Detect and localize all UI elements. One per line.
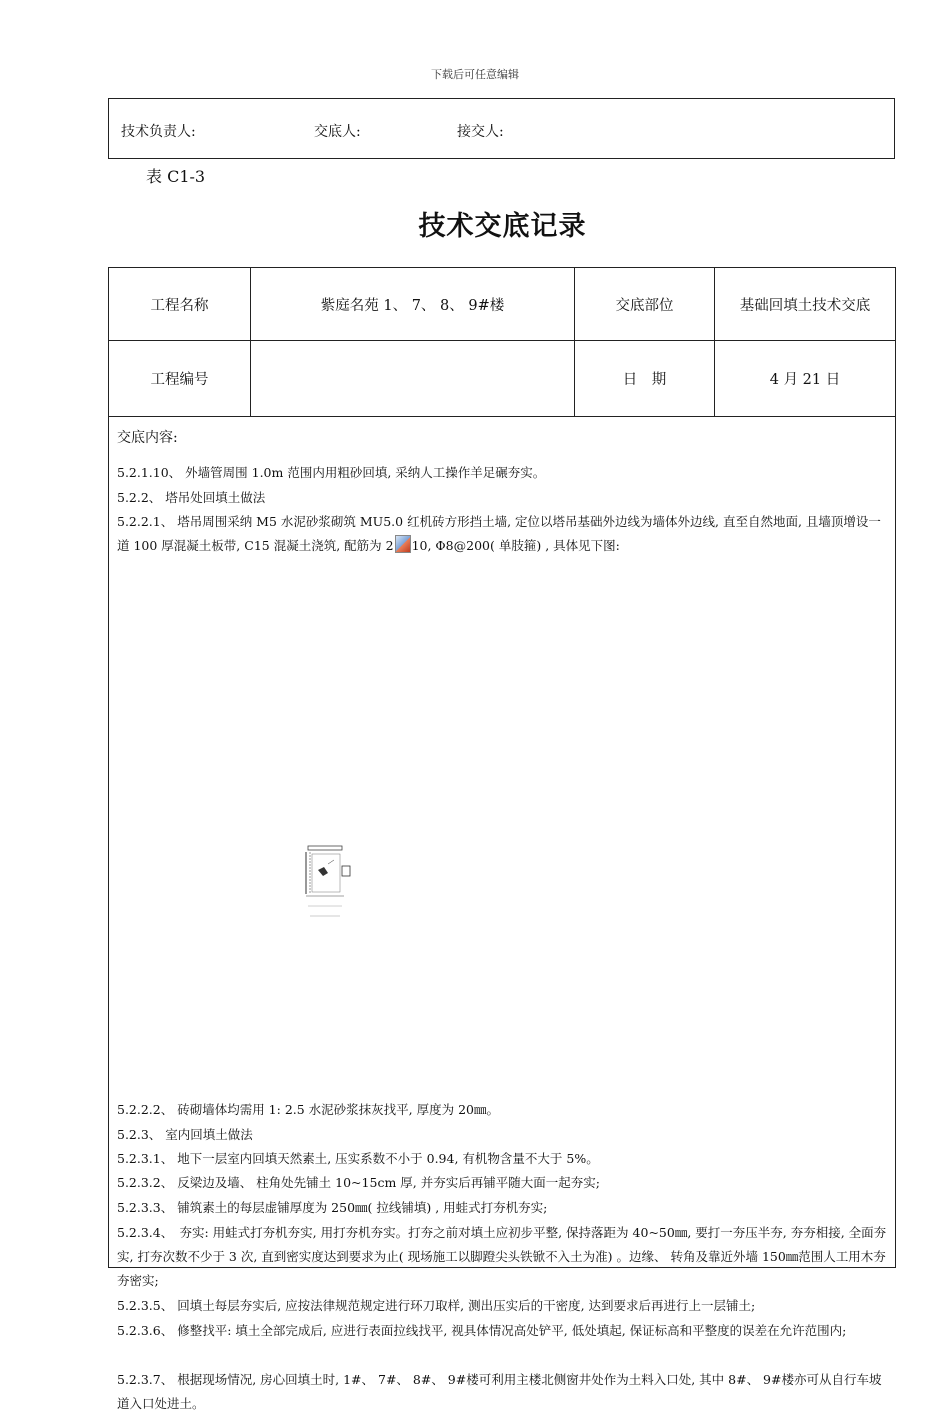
paragraph: 5.2.2、 塔吊处回填土做法 [117, 490, 266, 505]
paragraph: 5.2.3.4、 夯实: 用蛙式打夯机夯实, 用打夯机夯实。打夯之前对填土应初步平整, 保持落距为 40~50㎜, 要打一夯压半夯, 夯夯相接, 全面夯实, 打夯次数不少于 3 次, 直到密实度达到要求为止( 现场施工以脚蹬尖头铁锨不入土为准) 。边缘、 转角及靠近外墙 150㎜范围人工用木夯夯密实; [117, 1225, 887, 1288]
disclosure-part-label: 交底部位 [615, 297, 674, 314]
disclosure-part-value: 基础回填土技术交底 [739, 297, 871, 314]
project-name-label: 工程名称 [150, 297, 209, 314]
broken-image-icon [395, 535, 411, 553]
paragraph: 5.2.3.6、 修整找平: 填土全部完成后, 应进行表面拉线找平, 视具体情况高处铲平, 低处填起, 保证标高和平整度的误差在允许范围内; [117, 1323, 847, 1338]
date-label: 日 期 [622, 372, 667, 388]
project-name-value: 紫庭名苑 1、 7、 8、 9#楼 [320, 297, 505, 314]
paragraph: 5.2.3.3、 铺筑素土的每层虚铺厚度为 250㎜( 拉线铺填) , 用蛙式打夯机夯实; [117, 1200, 548, 1215]
paragraph: 5.2.2.2、 砖砌墙体均需用 1: 2.5 水泥砂浆抹灰找平, 厚度为 20㎜。 [117, 1102, 499, 1117]
tower-crane-wall-drawing [304, 844, 358, 920]
paragraph: 5.2.2.1、 塔吊周围采纳 M5 水泥砂浆砌筑 MU5.0 红机砖方形挡土墙, 定位以塔吊基础外边线为墙体外边线, 直至自然地面, 且墙顶增设一道 100 厚混凝土板带, C15 混凝土浇筑, 配筋为 2 10, Φ8@200( 单肢箍) , 具体见下图: [117, 514, 881, 553]
disclosure-table [108, 267, 896, 1411]
paragraph: 5.2.3、 室内回填土做法 [117, 1127, 253, 1142]
paragraph: 5.2.3.2、 反梁边及墙、 柱角处先铺土 10~15cm 厚, 并夯实后再铺平随大面一起夯实; [117, 1175, 600, 1190]
document-title: 技术交底记录 [418, 211, 587, 242]
date-value: 4 月 21 日 [769, 372, 841, 388]
signature-box [108, 98, 895, 159]
receiver-label: 接交人: [457, 124, 504, 140]
content-heading: 交底内容: [117, 430, 178, 446]
tech-lead-label: 技术负责人: [121, 124, 196, 140]
form-number: 表 C1-3 [146, 167, 206, 186]
paragraph: 5.2.3.5、 回填土每层夯实后, 应按法律规范规定进行环刀取样, 测出压实后的干密度, 达到要求后再进行上一层铺土; [117, 1298, 756, 1313]
paragraph: 5.2.3.1、 地下一层室内回填天然素土, 压实系数不小于 0.94, 有机物含量不大于 5%。 [117, 1151, 599, 1166]
paragraph: 5.2.1.10、 外墙管周围 1.0m 范围内用粗砂回填, 采纳人工操作羊足碾夯实。 [117, 465, 546, 480]
project-number-value [251, 341, 574, 416]
project-number-label: 工程编号 [150, 372, 209, 388]
page-header-note: 下载后可任意编辑 [431, 68, 519, 81]
paragraph: 5.2.3.7、 根据现场情况, 房心回填土时, 1#、 7#、 8#、 9#楼可利用主楼北侧窗井处作为土料入口处, 其中 8#、 9#楼亦可从自行车坡道入口处进土。 [117, 1372, 882, 1411]
discloser-label: 交底人: [314, 124, 361, 140]
